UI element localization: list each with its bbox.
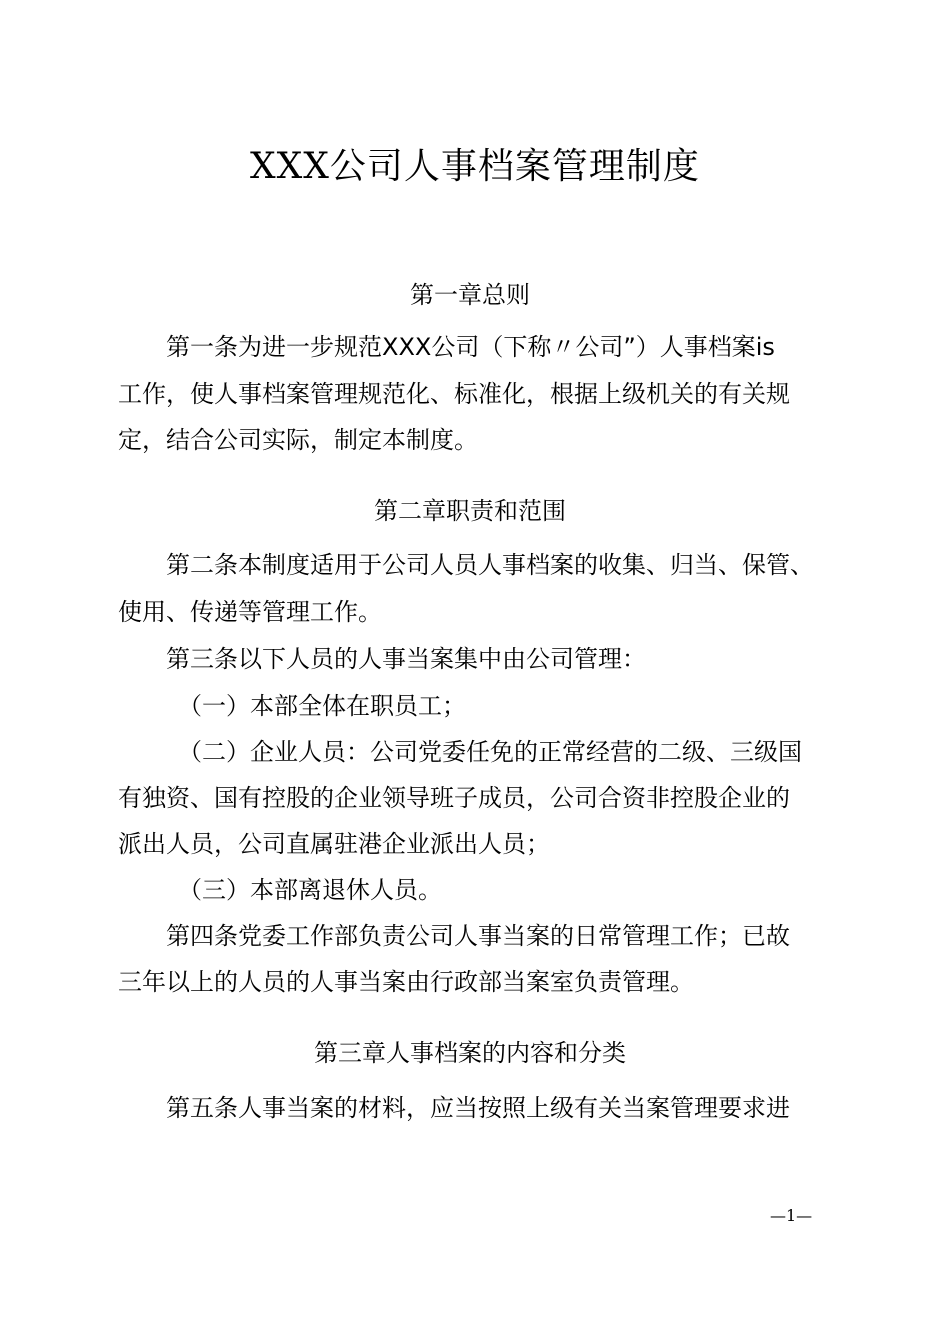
paragraph-line: 三年以上的人员的人事当案由行政部当案室负责管理。 xyxy=(118,968,694,996)
paragraph-line: 第四条党委工作部负责公司人事当案的日常管理工作；已故 xyxy=(166,922,790,950)
document-title: XXX公司人事档案管理制度 xyxy=(250,146,700,187)
paragraph-line: 第二条本制度适用于公司人员人事档案的收集、归当、保管、 xyxy=(166,551,814,579)
paragraph-line: 第五条人事当案的材料，应当按照上级有关当案管理要求进 xyxy=(166,1094,790,1122)
paragraph-line: 工作，使人事档案管理规范化、标准化，根据上级机关的有关规 xyxy=(118,380,790,408)
paragraph-line: 使用、传递等管理工作。 xyxy=(118,598,382,626)
paragraph-line: 定，结合公司实际，制定本制度。 xyxy=(118,426,478,454)
chapter-heading-1: 第一章总则 xyxy=(410,281,530,309)
paragraph-line: 第一条为进一步规范XXX公司（下称〃公司”）人事档案is xyxy=(166,333,775,361)
page-number: —1— xyxy=(770,1206,813,1225)
list-item: （一）本部全体在职员工； xyxy=(178,692,466,720)
paragraph-line: 派出人员，公司直属驻港企业派出人员； xyxy=(118,830,550,858)
chapter-heading-2: 第二章职责和范围 xyxy=(374,497,566,525)
paragraph-line: 第三条以下人员的人事当案集中由公司管理： xyxy=(166,645,646,673)
chapter-heading-3: 第三章人事档案的内容和分类 xyxy=(314,1039,626,1067)
list-item: （三）本部离退休人员。 xyxy=(178,876,442,904)
list-item: （二）企业人员：公司党委任免的正常经营的二级、三级国 xyxy=(178,738,802,766)
paragraph-line: 有独资、国有控股的企业领导班子成员，公司合资非控股企业的 xyxy=(118,784,790,812)
